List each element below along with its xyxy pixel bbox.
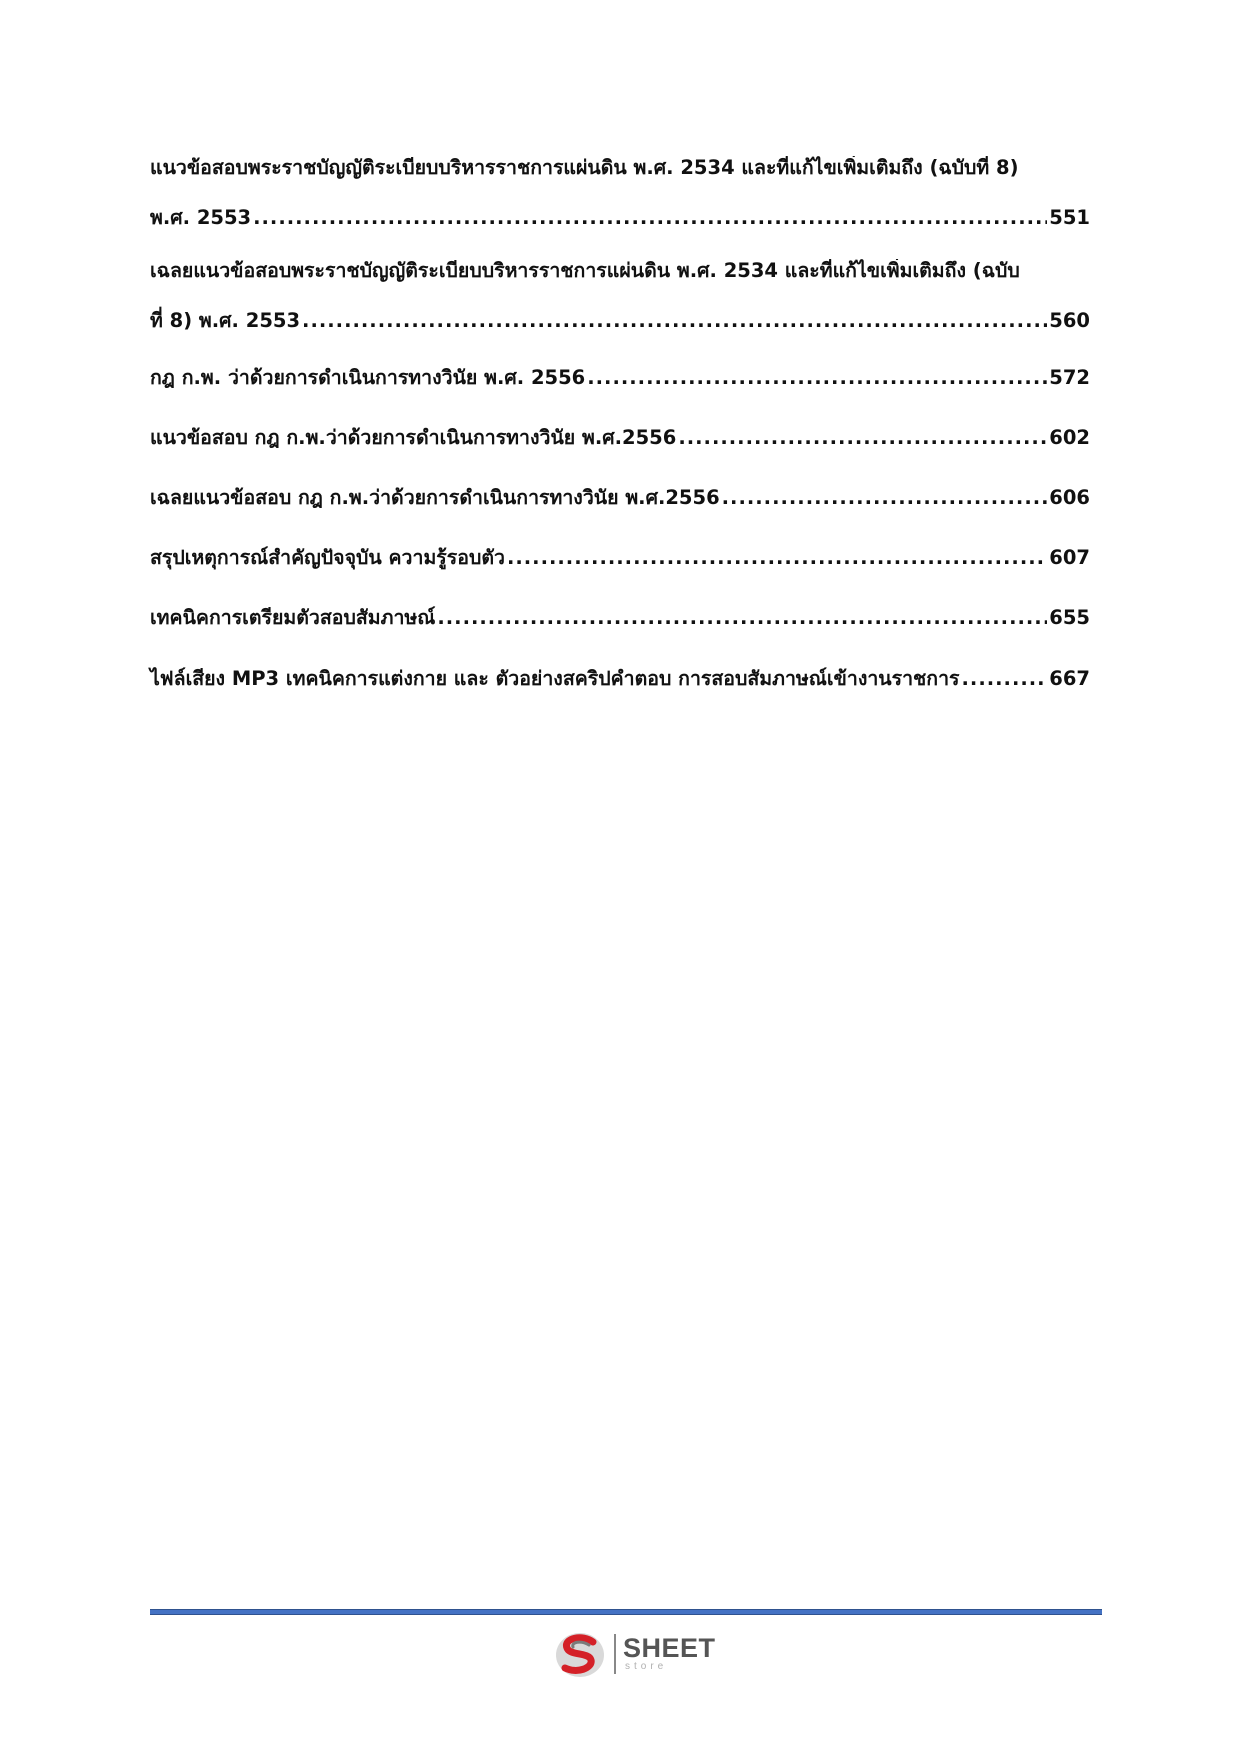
toc-entry[interactable]: [150, 259, 1090, 333]
dot-leader: [253, 206, 1047, 230]
toc-entry-title: ไฟล์เสียง MP3 เทคนิคการแต่งกาย และ ตัวอย่างสคริปคำตอบ การสอบสัมภาษณ์เข้างานราชการ: [150, 667, 960, 690]
toc-entry[interactable]: [150, 486, 1090, 510]
dot-leader: [722, 486, 1048, 510]
logo-divider: [614, 1634, 616, 1674]
toc-entry-title: เฉลยแนวข้อสอบ กฎ ก.พ.ว่าด้วยการดำเนินการทางวินัย พ.ศ.2556: [150, 486, 720, 509]
toc-page-number: 602: [1049, 426, 1090, 449]
toc-entry-title: แนวข้อสอบ กฎ ก.พ.ว่าด้วยการดำเนินการทางวินัย พ.ศ.2556: [150, 426, 677, 449]
sheet-store-s-logo-icon: [553, 1630, 609, 1680]
toc-page-number: 551: [1049, 206, 1090, 229]
toc-page-number: 572: [1049, 366, 1090, 389]
toc-entry[interactable]: [150, 426, 1090, 450]
toc-entry-title-line1: แนวข้อสอบพระราชบัญญัติระเบียบบริหารราชการแผ่นดิน พ.ศ. 2534 และที่แก้ไขเพิ่มเติมถึง (ฉบับที่ 8): [150, 156, 1019, 179]
logo-name: SHEET: [623, 1633, 716, 1663]
toc-entry[interactable]: [150, 366, 1090, 390]
toc-entry-title: ที่ 8) พ.ศ. 2553: [150, 309, 301, 332]
dot-leader: [302, 309, 1047, 333]
toc-entry-title: เทคนิคการเตรียมตัวสอบสัมภาษณ์: [150, 606, 436, 629]
toc-entry-title-line1: เฉลยแนวข้อสอบพระราชบัญญัติระเบียบบริหารราชการแผ่นดิน พ.ศ. 2534 และที่แก้ไขเพิ่มเติมถึง (ฉบับ: [150, 259, 1020, 282]
toc-entry[interactable]: [150, 606, 1090, 630]
toc-entry[interactable]: [150, 546, 1090, 570]
dot-leader: [507, 546, 1047, 570]
toc-page-number: 607: [1049, 546, 1090, 569]
dot-leader: [678, 426, 1047, 450]
logo-subtitle: store: [625, 1661, 668, 1672]
toc-entry[interactable]: [150, 667, 1090, 691]
toc-entry-title: กฎ ก.พ. ว่าด้วยการดำเนินการทางวินัย พ.ศ. 2556: [150, 366, 586, 389]
toc-entry[interactable]: [150, 156, 1090, 230]
toc-entry-title: สรุปเหตุการณ์สำคัญปัจจุบัน ความรู้รอบตัว: [150, 546, 505, 569]
dot-leader: [587, 366, 1047, 390]
toc-page-number: 667: [1049, 667, 1090, 690]
dot-leader: [962, 667, 1048, 691]
toc-page-number: 560: [1049, 309, 1090, 332]
sheet-store-logo: [553, 1630, 723, 1680]
footer-divider: [150, 1609, 1102, 1615]
toc-entry-title: พ.ศ. 2553: [150, 206, 252, 229]
dot-leader: [437, 606, 1047, 630]
toc-page-number: 606: [1049, 486, 1090, 509]
toc-page-number: 655: [1049, 606, 1090, 629]
